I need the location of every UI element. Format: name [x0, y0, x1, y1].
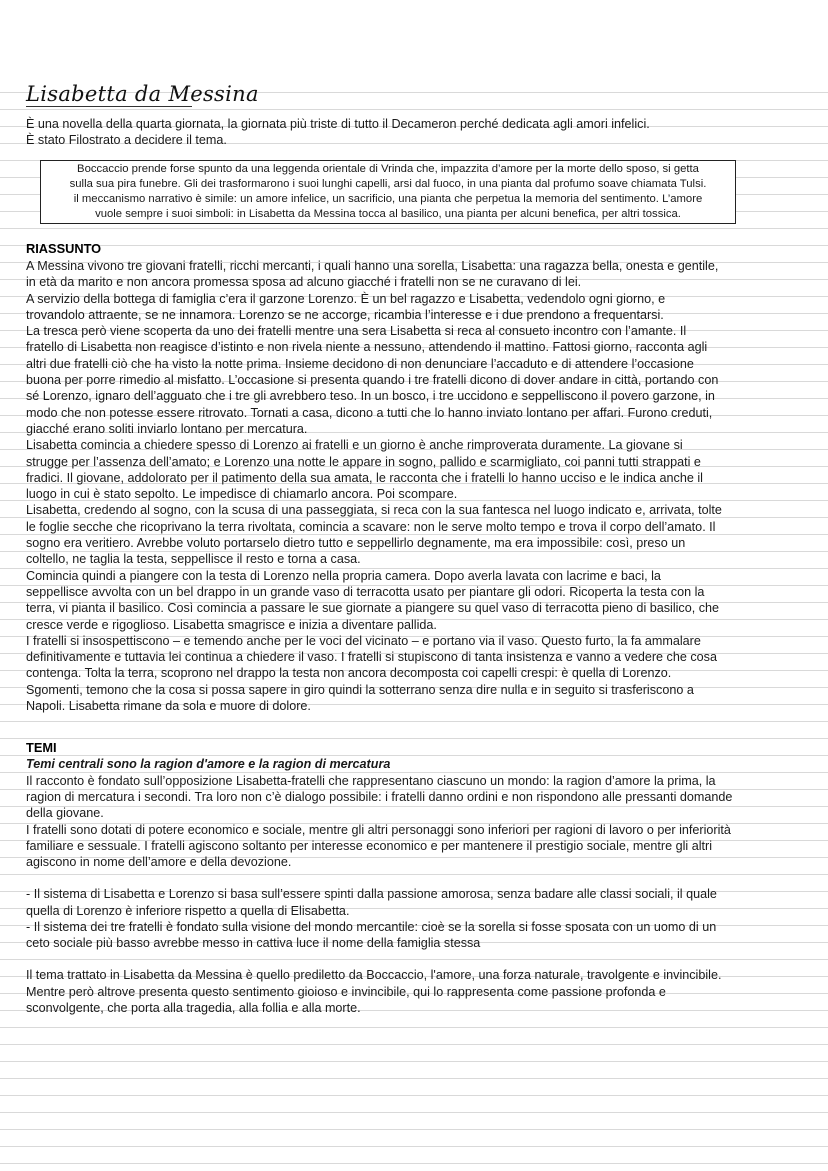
- box-line: sulla sua pira funebre. Gli dei trasformarono i suoi lunghi capelli, arsi dal fuoco, in una pianta dal profumo soave chiamata Tulsi.: [69, 178, 707, 190]
- page-top-margin: [0, 0, 828, 76]
- title-underline: [26, 106, 192, 107]
- box-line: vuole sempre i suoi simboli: in Lisabetta da Messina tocca al basilico, una pianta per alcuni benefica, per altri tossica.: [95, 208, 681, 220]
- box-line: il meccanismo narrativo è simile: un amore infelice, un sacrificio, una pianta che perpetua la memoria del sentimento. L’amore: [73, 193, 703, 205]
- themes-subheading: Temi centrali sono la ragion d'amore e la ragion di mercatura: [26, 757, 391, 771]
- summary-line: Lisabetta comincia a chiedere spesso di Lorenzo ai fratelli e un giorno è anche rimproverata duramente. La giovane si: [26, 438, 683, 453]
- paragraph-gap: [26, 951, 806, 967]
- themes-line: Mentre però altrove presenta questo sentimento gioioso e invincibile, qui lo rappresenta come passione profonda e: [26, 984, 666, 999]
- summary-line: definitivamente e tuttavia lei continua a chiedere il vaso. I fratelli si stupiscono di tanta insistenza e vanno a vedere che cosa: [26, 650, 717, 665]
- summary-line: fradici. Il giovane, addolorato per il patimento della sua amata, le racconta che i fratelli lo hanno ucciso e le indica anche il: [26, 470, 703, 485]
- box-line: Boccaccio prende forse spunto da una leggenda orientale di Vrinda che, impazzita d’amore per la morte dello sposo, si getta: [77, 163, 699, 175]
- themes-line: Il tema trattato in Lisabetta da Messina è quello prediletto da Boccaccio, l'amore, una forza naturale, travolgente e invincibile.: [26, 968, 722, 983]
- summary-line: A Messina vivono tre giovani fratelli, ricchi mercanti, i quali hanno una sorella, Lisabetta: una ragazza bella, onesta e gentile,: [26, 259, 719, 273]
- summary-line: seppellisce avvolta con un bel drappo in un grande vaso di terracotta usato per piantare gli odori. Ricoperta la testa con la: [26, 584, 705, 599]
- summary-text: [26, 258, 796, 714]
- summary-line: Sgomenti, temono che la cosa si possa sapere in giro quindi la sotterrano senza dire nulla e in seguito si trasferiscono a: [26, 682, 694, 697]
- summary-line: Comincia quindi a piangere con la testa di Lorenzo nella propria camera. Dopo averla lavata con lacrime e baci, la: [26, 568, 661, 583]
- summary-line: Napoli. Lisabetta rimane da sola e muore di dolore.: [26, 699, 311, 714]
- themes-line: I fratelli sono dotati di potere economico e sociale, mentre gli altri personaggi sono inferiori per ragioni di lavoro o per inferiorità: [26, 822, 731, 837]
- themes-line: quella di Lorenzo è inferiore rispetto a quella di Elisabetta.: [26, 903, 350, 918]
- themes-heading: TEMI: [26, 740, 57, 755]
- summary-line: coltello, ne taglia la testa, seppellisce il resto e torna a casa.: [26, 552, 361, 567]
- themes-line: della giovane.: [26, 806, 104, 821]
- summary-line: sogno era veritiero. Avrebbe voluto portarselo dietro tutto e seppellirlo degnamente, ma era impossibile: così, preso un: [26, 536, 686, 551]
- summary-line: La tresca però viene scoperta da uno dei fratelli mentre una sera Lisabetta si reca al consueto incontro con l’amante. Il: [26, 324, 687, 339]
- paragraph-gap: [26, 870, 806, 886]
- summary-line: fratello di Lisabetta non reagisce d’istinto e non rivela niente a nessuno, attendendo il mattino. Fattosi giorno, racconta agli: [26, 340, 708, 355]
- intro-text: [26, 116, 806, 148]
- summary-line: buona per porre rimedio al misfatto. L’occasione si presenta quando i tre fratelli dicono di dover andare in città, portando con: [26, 373, 719, 388]
- summary-line: luogo in cui è stato sepolto. Le impedisce di chiamarlo ancora. Poi scompare.: [26, 487, 458, 502]
- themes-line: ceto sociale più basso avrebbe messo in cattiva luce il nome della famiglia stessa: [26, 936, 481, 951]
- themes-text: [26, 773, 806, 1016]
- summary-line: terra, vi pianta il basilico. Così comincia a passare le sue giornate a piangere su quel vaso di terracotta pieno di basilico, che: [26, 601, 720, 616]
- summary-line: in età da marito e non ancora promessa sposa ad alcuno giacché i fratelli non se ne curavano di lei.: [26, 275, 582, 290]
- summary-line: modo che non potesse essere ritrovato. Tornati a casa, dicono a tutti che lo hanno inviato lontano per affari. Furono creduti,: [26, 405, 713, 420]
- legend-note-box: [40, 160, 736, 224]
- intro-line: È una novella della quarta giornata, la giornata più triste di tutto il Decameron perché dedicata agli amori infelici.: [26, 117, 650, 131]
- summary-line: cresce verde e rigoglioso. Lisabetta smagrisce e inizia a diventare pallida.: [26, 617, 437, 632]
- themes-line: ragion di mercatura i secondi. Tra loro non c’è dialogo possibile: i fratelli danno ordini e non rispondono alle pressanti domande: [26, 790, 733, 805]
- themes-line: agiscono in nome dell’amore e della devozione.: [26, 855, 292, 870]
- page-title: Lisabetta da Messina: [26, 82, 259, 106]
- summary-heading: RIASSUNTO: [26, 241, 102, 256]
- summary-line: strugge per l’assenza dell’amato; e Lorenzo una notte le appare in sogno, pallido e scarmigliato, coi panni tutti strappati e: [26, 454, 701, 469]
- summary-line: Lisabetta, credendo al sogno, con la scusa di una passeggiata, si reca con la sua fantesca nel luogo indicato e, arrivata, tolte: [26, 503, 722, 518]
- summary-line: giacché erano soliti inviarlo lontano per mercatura.: [26, 421, 308, 436]
- themes-line: sconvolgente, che porta alla tragedia, alla follia e alla morte.: [26, 1000, 361, 1015]
- summary-line: trovandolo attraente, se ne innamora. Lorenzo se ne accorge, ricambia l’interesse e i due prendono a frequentarsi.: [26, 307, 664, 322]
- summary-line: I fratelli si insospettiscono – e temendo anche per le voci del vicinato – e portano via il vaso. Questo furto, la fa ammalare: [26, 633, 701, 648]
- themes-line: - Il sistema dei tre fratelli è fondato sulla visione del mondo mercantile: cioè se la sorella si fosse sposata con un uomo di un: [26, 919, 717, 934]
- intro-line: È stato Filostrato a decidere il tema.: [26, 133, 227, 147]
- themes-line: Il racconto è fondato sull’opposizione Lisabetta-fratelli che rappresentano ciascuno un mondo: la ragion d’amore la prima, la: [26, 774, 716, 788]
- summary-line: A servizio della bottega di famiglia c’era il garzone Lorenzo. È un bel ragazzo e Lisabetta, vedendolo ogni giorno, e: [26, 291, 666, 306]
- themes-line: familiare e sessuale. I fratelli agiscono soltanto per interesse economico e per mantenere il prestigio sociale, mentre gli altri: [26, 838, 712, 853]
- summary-line: le foglie secche che ricoprivano la terra rivoltata, comincia a scavare: non le serve molto tempo e trova il corpo dell’amato. Il: [26, 519, 716, 534]
- summary-line: altri due fratelli ciò che ha visto la notte prima. Insieme decidono di non denunciare l’accaduto e di attendere l’occasione: [26, 356, 694, 371]
- summary-line: sé Lorenzo, ignaro dell’agguato che i tre gli avrebbero teso. In un bosco, i tre uccidono e seppelliscono il povero garzone, in: [26, 389, 715, 404]
- themes-line: - Il sistema di Lisabetta e Lorenzo si basa sull’essere spinti dalla passione amorosa, senza badare alle classi sociali, il quale: [26, 887, 717, 902]
- summary-line: contenga. Tolta la terra, scoprono nel drappo la testa non ancora decomposta coi capelli crespi: è quella di Lorenzo.: [26, 666, 672, 681]
